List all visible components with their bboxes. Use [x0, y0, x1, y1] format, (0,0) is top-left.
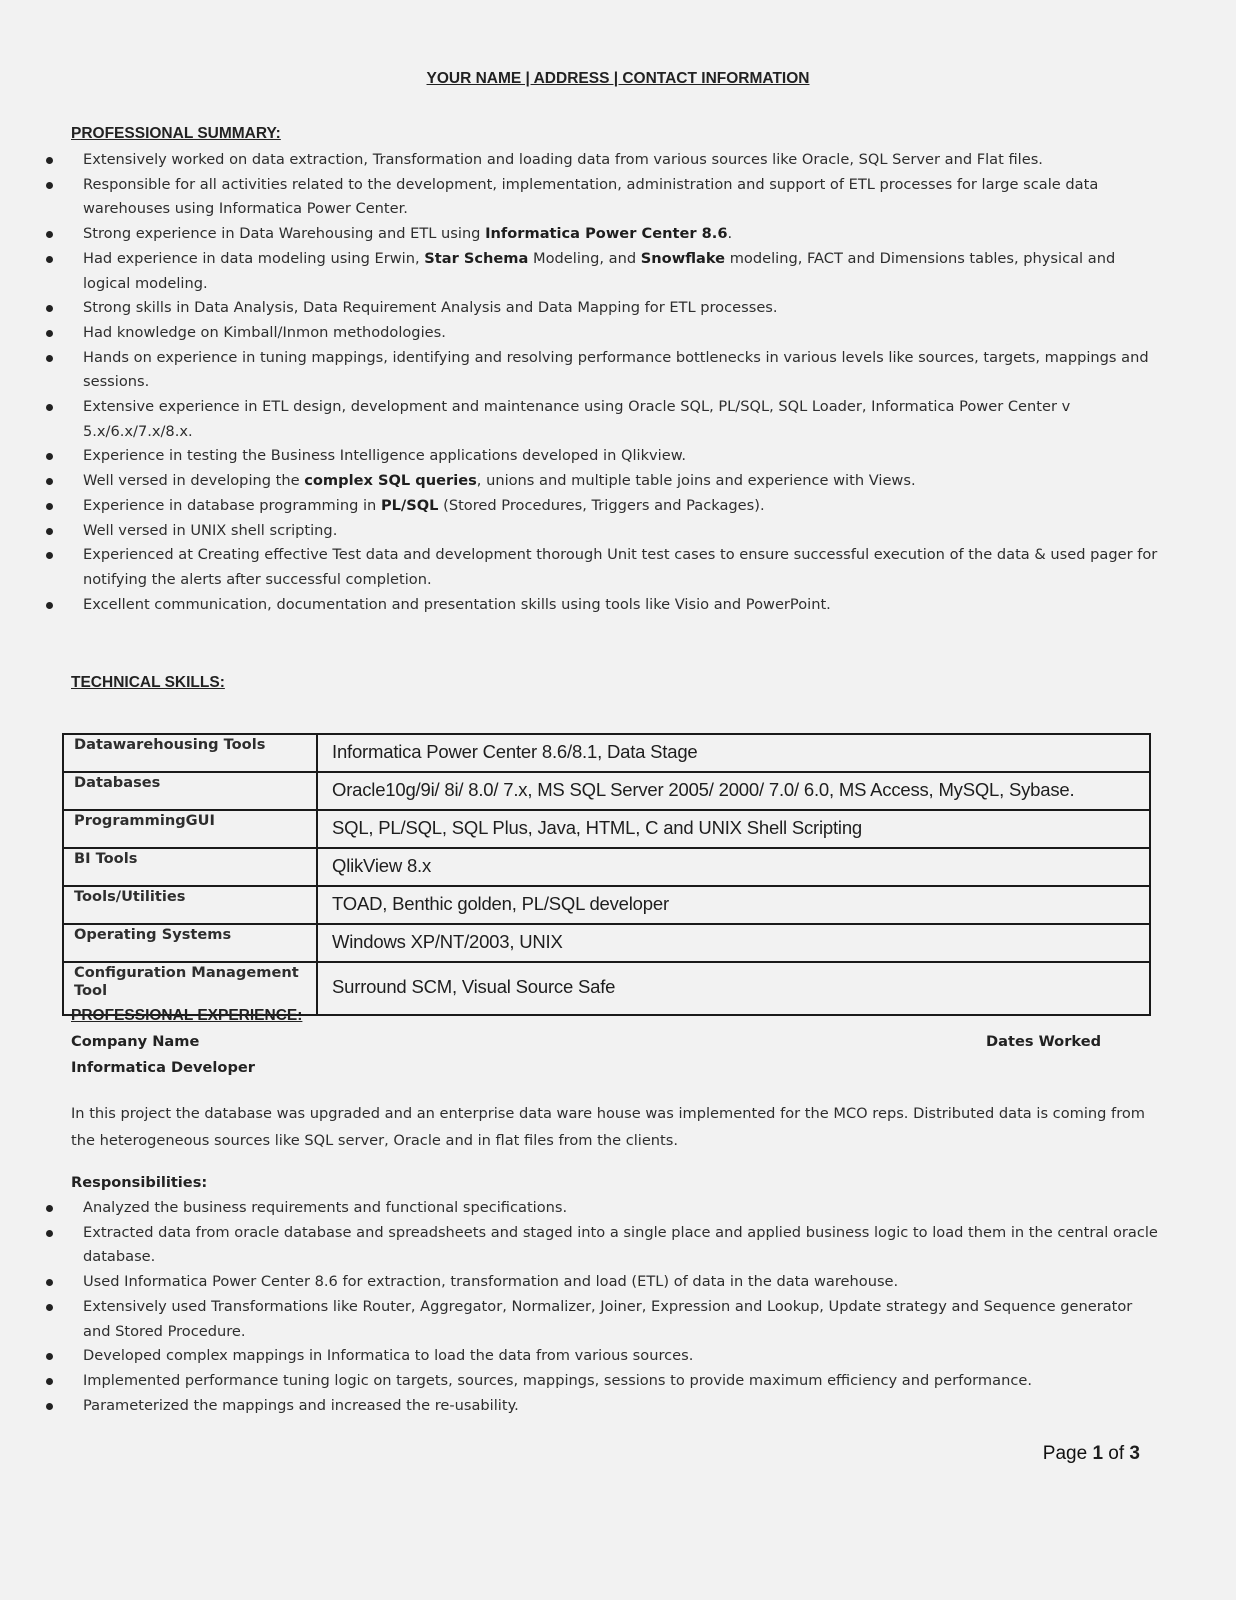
- text: Extensively worked on data extraction, Transformation and loading data from various sources like Oracle, SQL Server and Flat files.: [83, 151, 1043, 168]
- skill-values: Windows XP/NT/2003, UNIX: [317, 924, 1150, 962]
- bullet-icon: [46, 1403, 53, 1410]
- responsibilities-heading: Responsibilities:: [71, 1174, 208, 1191]
- text: Experience in testing the Business Intelligence applications developed in Qlikview.: [83, 447, 686, 465]
- text: .: [727, 225, 733, 243]
- bullet-icon: [46, 330, 53, 337]
- bullet-item: [0, 494, 1200, 519]
- bullet-icon: [46, 1205, 53, 1212]
- bullet-item: [0, 469, 1200, 494]
- of-label: of: [1103, 1443, 1130, 1464]
- skills-row: [63, 734, 1150, 772]
- bullet-item: [0, 296, 1200, 321]
- bullet-icon: [46, 1279, 53, 1286]
- bullet-item: [0, 173, 1200, 222]
- bullet-item: [0, 444, 1200, 469]
- bold-text: complex SQL queries: [304, 472, 477, 490]
- skill-category: Datawarehousing Tools: [63, 734, 317, 772]
- text: Strong experience in Data Warehousing and ETL using: [83, 225, 486, 243]
- skill-values: Oracle10g/9i/ 8i/ 8.0/ 7.x, MS SQL Server 2005/ 2000/ 7.0/ 6.0, MS Access, MySQL, Sybase.: [317, 772, 1150, 810]
- skill-category: BI Tools: [63, 848, 317, 886]
- bullet-icon: [46, 404, 53, 411]
- text: (Stored Procedures, Triggers and Packages).: [438, 496, 765, 514]
- text: Experience in database programming in: [83, 496, 381, 514]
- bullet-icon: [46, 1353, 53, 1360]
- bullet-icon: [46, 157, 53, 164]
- text: Strong skills in Data Analysis, Data Requirement Analysis and Data Mapping for ETL processes.: [83, 299, 778, 317]
- text: Implemented performance tuning logic on targets, sources, mappings, sessions to provide maximum efficiency and performance.: [83, 1371, 1032, 1389]
- bold-text: Informatica Power Center 8.6: [485, 225, 728, 243]
- bullet-icon: [46, 528, 53, 535]
- text: Analyzed the business requirements and functional specifications.: [83, 1199, 568, 1216]
- bullet-item: [0, 395, 1200, 444]
- total-pages: 3: [1129, 1443, 1140, 1464]
- skills-row: [63, 886, 1150, 924]
- bullet-item: [0, 1295, 1200, 1344]
- text: Had knowledge on Kimball/Inmon methodologies.: [83, 323, 446, 341]
- job-title: Informatica Developer: [71, 1059, 255, 1076]
- skill-values: TOAD, Benthic golden, PL/SQL developer: [317, 886, 1150, 924]
- text: Experienced at Creating effective Test data and development thorough Unit test cases to ensure successful execution of the data & used pager for notifying the alerts after successful completion.: [83, 546, 1158, 588]
- bullet-icon: [46, 305, 53, 312]
- text: Extracted data from oracle database and spreadsheets and staged into a single place and applied business logic to load them in the central oracle database.: [83, 1223, 1158, 1266]
- bullet-icon: [46, 1304, 53, 1311]
- summary-list: [0, 148, 1200, 617]
- text: Used Informatica Power Center 8.6 for extraction, transformation and load (ETL) of data in the data warehouse.: [83, 1273, 899, 1291]
- bullet-item: [0, 247, 1200, 296]
- bullet-item: [0, 1221, 1200, 1270]
- bullet-icon: [46, 453, 53, 460]
- responsibilities-list: [0, 1196, 1200, 1418]
- bullet-item: [0, 1369, 1200, 1394]
- bullet-item: [0, 543, 1200, 592]
- skill-values: SQL, PL/SQL, SQL Plus, Java, HTML, C and UNIX Shell Scripting: [317, 810, 1150, 848]
- text: Well versed in UNIX shell scripting.: [83, 521, 338, 539]
- skill-category: Databases: [63, 772, 317, 810]
- bullet-icon: [46, 231, 53, 238]
- text: Excellent communication, documentation and presentation skills using tools like Visio and PowerPoint.: [83, 595, 831, 613]
- text: Hands on experience in tuning mappings, identifying and resolving performance bottlenecks in various levels like sources, targets, mappings and sessions.: [83, 348, 1149, 391]
- text: Modeling, and: [528, 249, 641, 267]
- skills-row: [63, 810, 1150, 848]
- current-page: 1: [1092, 1443, 1104, 1464]
- page-label: Page: [1042, 1443, 1093, 1464]
- bold-text: PL/SQL: [380, 496, 439, 514]
- bullet-item: [0, 148, 1200, 173]
- bullet-icon: [46, 256, 53, 263]
- text: Developed complex mappings in Informatica to load the data from various sources.: [83, 1347, 694, 1365]
- bold-text: Snowflake: [640, 249, 726, 267]
- bullet-icon: [46, 503, 53, 510]
- bullet-icon: [46, 355, 53, 362]
- text: Had experience in data modeling using Erwin,: [83, 249, 425, 267]
- text: Parameterized the mappings and increased the re-usability.: [83, 1396, 519, 1414]
- skills-row: [63, 848, 1150, 886]
- skills-row: [63, 772, 1150, 810]
- text: Extensively used Transformations like Router, Aggregator, Normalizer, Joiner, Expression and Lookup, Update strategy and Sequence generator and Stored Procedure.: [83, 1297, 1133, 1340]
- summary-heading: PROFESSIONAL SUMMARY:: [71, 125, 281, 142]
- bullet-item: [0, 1196, 1200, 1221]
- text: Well versed in developing the: [83, 472, 305, 490]
- experience-heading: PROFESSIONAL EXPERIENCE:: [71, 1007, 303, 1024]
- bullet-item: [0, 222, 1200, 247]
- skill-values: Informatica Power Center 8.6/8.1, Data Stage: [317, 734, 1150, 772]
- company-name: Company Name: [71, 1033, 200, 1050]
- bullet-item: [0, 1394, 1200, 1419]
- text: Extensive experience in ETL design, development and maintenance using Oracle SQL, PL/SQL, SQL Loader, Informatica Power Center v 5.x/6.x/7.x/8.x.: [83, 398, 1071, 440]
- bullet-icon: [46, 552, 53, 559]
- bullet-item: [0, 1270, 1200, 1295]
- bullet-icon: [46, 1230, 53, 1237]
- bullet-icon: [46, 478, 53, 485]
- skill-values: Surround SCM, Visual Source Safe: [317, 962, 1150, 1015]
- bullet-icon: [46, 182, 53, 189]
- bullet-icon: [46, 1378, 53, 1385]
- bullet-item: [0, 593, 1200, 618]
- text: modeling, FACT and Dimensions tables, physical and logical modeling.: [83, 249, 1116, 292]
- bullet-icon: [46, 602, 53, 609]
- skill-category: Configuration Management Tool: [63, 962, 317, 1015]
- skill-values: QlikView 8.x: [317, 848, 1150, 886]
- skills-heading: TECHNICAL SKILLS:: [71, 674, 225, 691]
- bullet-item: [0, 321, 1200, 346]
- dates-worked: Dates Worked: [986, 1033, 1102, 1050]
- page-number: [1043, 1443, 1140, 1465]
- bold-text: Star Schema: [424, 249, 529, 267]
- skills-row: [63, 924, 1150, 962]
- text: , unions and multiple table joins and experience with Views.: [476, 472, 916, 490]
- skill-category: Tools/Utilities: [63, 886, 317, 924]
- skill-category: Operating Systems: [63, 924, 317, 962]
- bullet-item: [0, 519, 1200, 544]
- contact-header: YOUR NAME | ADDRESS | CONTACT INFORMATION: [426, 70, 810, 87]
- skill-category: ProgrammingGUI: [63, 810, 317, 848]
- project-description: In this project the database was upgraded and an enterprise data ware house was implemented for the MCO reps. Distributed data is coming from the heterogeneous sources like SQL server, Oracle and in flat files from the clients.: [71, 1105, 1146, 1149]
- bullet-item: [0, 1344, 1200, 1369]
- text: Responsible for all activities related to the development, implementation, administration and support of ETL processes for large scale data warehouses using Informatica Power Center.: [83, 175, 1099, 218]
- skills-table: [62, 733, 1151, 1016]
- bullet-item: [0, 346, 1200, 395]
